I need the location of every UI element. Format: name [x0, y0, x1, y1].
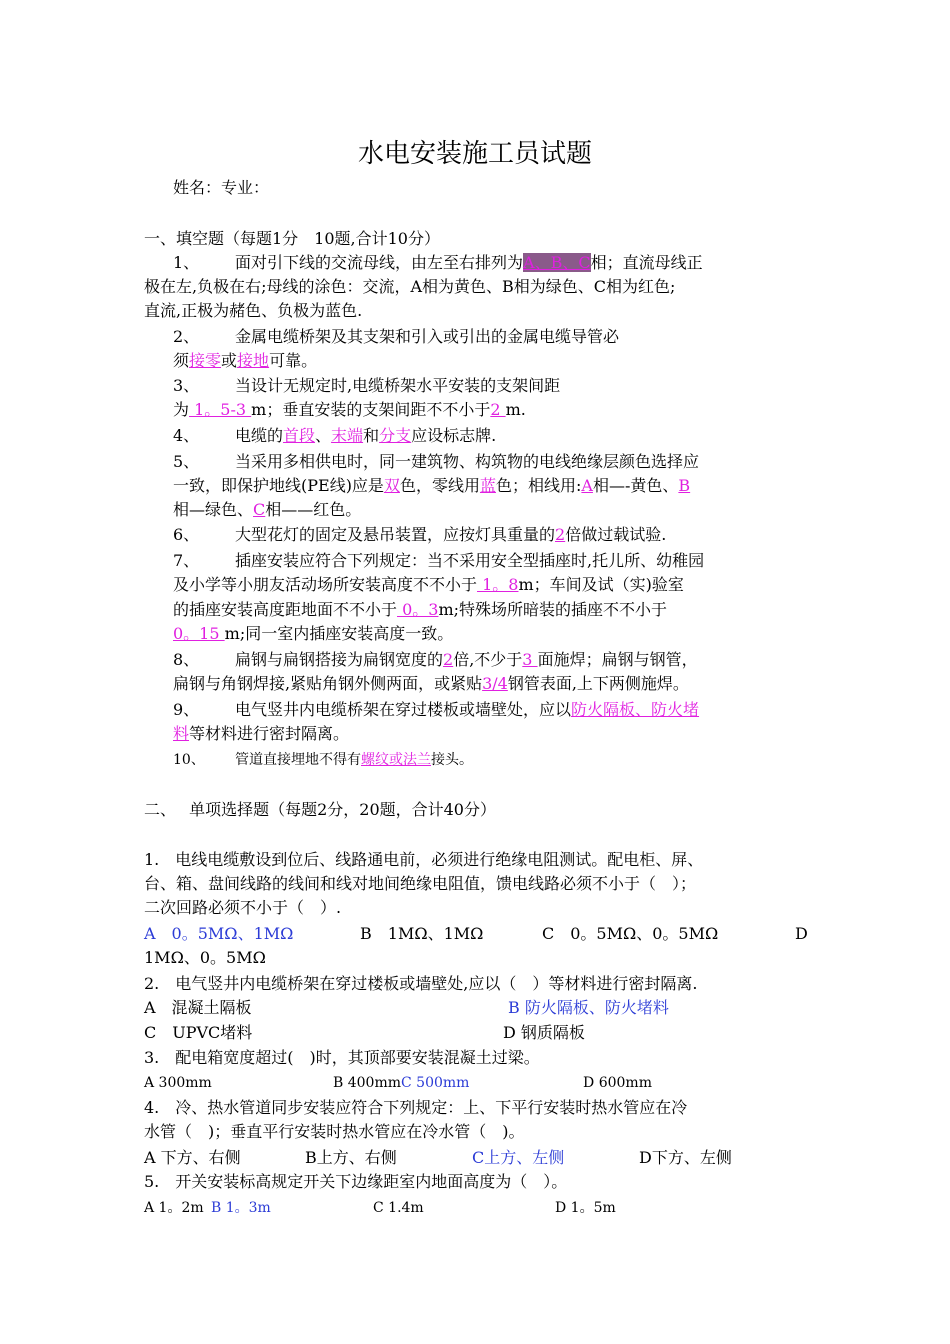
fill-q4: 4、 电缆的首段、末端和分支应设标志牌.	[173, 426, 497, 445]
answer-blank: A、B、C	[523, 253, 591, 272]
fill-q3-line2: 为 1。5-3 m；垂直安装的支架间距不不小于2 m.	[173, 400, 526, 419]
fill-q6: 6、 大型花灯的固定及悬吊装置，应按灯具重量的2倍做过载试验.	[173, 525, 667, 544]
mc-q1-line1: 1. 电线电缆敷设到位后、线路通电前，必须进行绝缘电阻测试。配电柜、屏、	[144, 850, 704, 869]
section1-heading: 一、填空题（每题1分 10题,合计10分）	[144, 229, 440, 248]
mc-q4-option-d: D下方、左侧	[639, 1148, 732, 1167]
fill-q9-line2: 料等材料进行密封隔离。	[173, 724, 350, 743]
mc-q1-option-c: C 0。5MΩ、0。5MΩ	[542, 924, 719, 943]
mc-q4-option-b: B上方、右侧	[305, 1148, 397, 1167]
mc-q1-option-a: A 0。5MΩ、1MΩ	[144, 924, 294, 943]
mc-q4-line1: 4. 冷、热水管道同步安装应符合下列规定：上、下平行安装时热水管应在冷	[144, 1098, 688, 1117]
fill-q3-line1: 3、 当设计无规定时,电缆桥架水平安装的支架间距	[173, 376, 561, 395]
mc-q1-line2: 台、箱、盘间线路的线间和线对地间绝缘电阻值，馈电线路必须不小于（ ）；	[144, 874, 697, 893]
fill-q5-line1: 5、 当采用多相供电时，同一建筑物、构筑物的电线绝缘层颜色选择应	[173, 452, 700, 471]
mc-q5-option-a: A 1。2m	[144, 1200, 204, 1216]
mc-q3-option-b: B 400mm	[333, 1075, 402, 1091]
mc-q5-line1: 5. 开关安装标高规定开关下边缘距室内地面高度为（ ）。	[144, 1172, 568, 1191]
name-line: 姓名：专业：	[173, 178, 270, 197]
fill-q1-line3: 直流,正极为赭色、负极为蓝色.	[144, 301, 363, 320]
mc-q4-line2: 水管（ )；垂直平行安装时热水管应在冷水管（ )。	[144, 1122, 525, 1141]
mc-q5-option-c: C 1.4m	[373, 1200, 424, 1216]
mc-q3-line1: 3. 配电箱宽度超过( )时，其顶部要安装混凝土过梁。	[144, 1048, 540, 1067]
fill-q8-line1: 8、 扁钢与扁钢搭接为扁钢宽度的2倍,不少于3 面施焊；扁钢与钢管，	[173, 650, 698, 669]
fill-q5-line3: 相—绿色、C相——红色。	[173, 500, 362, 519]
fill-q7-line4: 0。15 m;同一室内插座安装高度一致。	[173, 624, 454, 643]
section2-heading: 二、 单项选择题（每题2分，20题，合计40分）	[144, 800, 496, 819]
fill-q7-line3: 的插座安装高度距地面不不小于 0。3m;特殊场所暗装的插座不不小于	[173, 600, 668, 619]
mc-q2-option-b: B 防火隔板、防火堵料	[508, 998, 669, 1017]
page-title: 水电安装施工员试题	[357, 139, 592, 169]
fill-q2-line2: 须接零或接地可靠。	[173, 351, 318, 370]
fill-q9-line1: 9、 电气竖井内电缆桥架在穿过楼板或墙壁处，应以防火隔板、防火堵	[173, 700, 700, 719]
fill-q8-line2: 扁钢与角钢焊接,紧贴角钢外侧两面，或紧贴3/4钢管表面,上下两侧施焊。	[173, 674, 689, 693]
mc-q1-line3: 二次回路必须不小于（ ）.	[144, 898, 342, 917]
fill-q5-line2: 一致，即保护地线(PE线)应是双色，零线用蓝色；相线用:A相—-黄色、B	[173, 476, 691, 495]
mc-q1-option-b: B 1MΩ、1MΩ	[360, 924, 484, 943]
mc-q5-option-d: D 1。5m	[555, 1200, 616, 1216]
mc-q1-option-d: D	[795, 924, 808, 943]
mc-q1-option-d-value: 1MΩ、0。5MΩ	[144, 948, 266, 967]
mc-q3-option-d: D 600mm	[583, 1075, 652, 1091]
mc-q3-option-c: C 500mm	[401, 1075, 470, 1091]
mc-q4-option-c: C上方、左侧	[472, 1148, 565, 1167]
mc-q2-line1: 2. 电气竖井内电缆桥架在穿过楼板或墙壁处,应以（ ）等材料进行密封隔离.	[144, 974, 698, 993]
fill-q1-line2: 极在左,负极在右;母线的涂色：交流，A相为黄色、B相为绿色、C相为红色;	[144, 277, 676, 296]
fill-q1-line1: 1、 面对引下线的交流母线，由左至右排列为A、B、C相；直流母线正	[173, 253, 703, 272]
mc-q2-option-d: D 钢质隔板	[503, 1023, 585, 1042]
fill-q7-line2: 及小学等小朋友活动场所安装高度不不小于 1。8m；车间及试（实)验室	[173, 575, 684, 594]
mc-q3-options	[144, 1071, 652, 1095]
mc-q3-option-a: A 300mm	[144, 1075, 212, 1091]
mc-q2-option-a: A 混凝土隔板	[144, 998, 252, 1017]
mc-q5-option-b: B 1。3m	[211, 1200, 271, 1216]
fill-q7-line1: 7、 插座安装应符合下列规定：当不采用安全型插座时,托儿所、幼稚园	[173, 551, 705, 570]
mc-q2-option-c: C UPVC堵料	[144, 1023, 253, 1042]
fill-q10: 10、 管道直接埋地不得有螺纹或法兰接头。	[173, 752, 473, 768]
mc-q4-option-a: A 下方、右侧	[144, 1148, 241, 1167]
fill-q2-line1: 2、 金属电缆桥架及其支架和引入或引出的金属电缆导管必	[173, 327, 620, 346]
